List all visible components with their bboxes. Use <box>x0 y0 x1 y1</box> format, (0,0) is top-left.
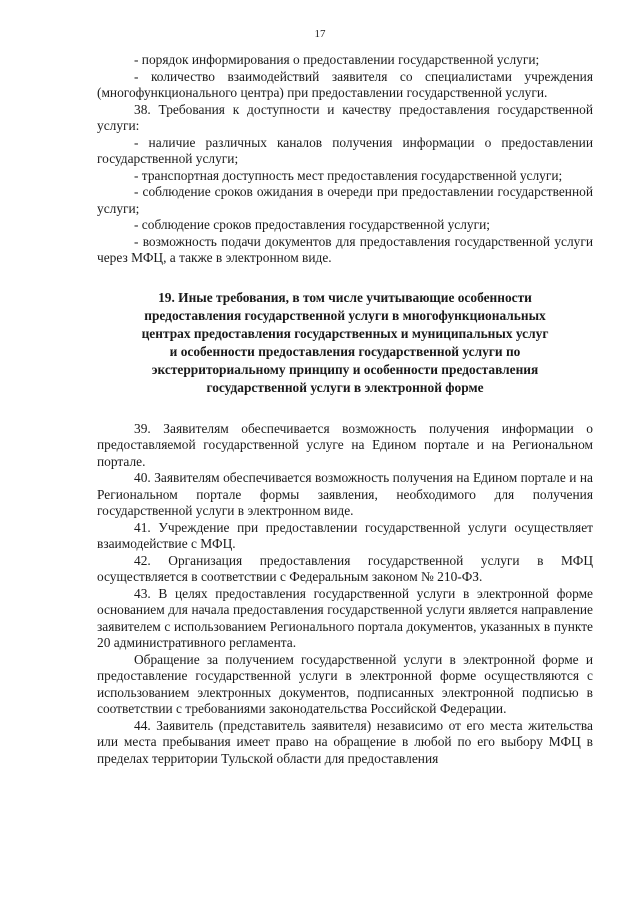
page-number: 17 <box>314 28 326 40</box>
paragraph: - соблюдение сроков предоставления государственной услуги; <box>134 217 490 232</box>
heading-line: государственной услуги в электронной форме <box>206 379 484 395</box>
heading-line: предоставления государственной услуги в многофункциональных <box>144 307 546 323</box>
paragraph: - соблюдение сроков ожидания в очереди при предоставлении государственной услуги; <box>97 184 593 216</box>
document-body <box>97 52 593 767</box>
paragraph: - возможность подачи документов для предоставления государственной услуги через МФЦ, а также в электронном виде. <box>97 233 593 265</box>
paragraph: 41. Учреждение при предоставлении государственной услуги осуществляет взаимодействие с МФЦ. <box>97 519 593 551</box>
paragraph: 38. Требования к доступности и качеству предоставления государственной услуги: <box>97 101 593 133</box>
paragraph: - наличие различных каналов получения информации о предоставлении государственной услуги; <box>97 134 593 166</box>
heading-line: и особенности предоставления государственной услуги по <box>169 343 521 359</box>
paragraph: 40. Заявителям обеспечивается возможность получения на Едином портале и на Региональном портале формы заявления, необходимого для получения государственной услуги в электронном виде. <box>97 470 593 518</box>
paragraph: - количество взаимодействий заявителя со специалистами учреждения (многофункционального центра) при предоставлении государственной услуги. <box>97 68 593 100</box>
paragraph: - порядок информирования о предоставлении государственной услуги; <box>134 52 540 67</box>
paragraph: - транспортная доступность мест предоставления государственной услуги; <box>134 167 563 183</box>
heading-line: центрах предоставления государственных и муниципальных услуг <box>141 325 549 341</box>
paragraph: 44. Заявитель (представитель заявителя) независимо от его места жительства или места пребывания имеет право на обращение в любой по его выбору МФЦ в пределах территории Тульской области для предоставления <box>97 717 593 766</box>
paragraph: 42. Организация предоставления государственной услуги в МФЦ осуществляется в соответствии с Федеральным законом № 210-ФЗ. <box>97 552 593 584</box>
paragraph: Обращение за получением государственной услуги в электронной форме и предоставление государственной услуги в электронной форме осуществляются с использованием электронных документов, подписанных электронной подписью в соответствии с требованиями законодательства Российской Федерации. <box>97 651 593 716</box>
paragraph: 39. Заявителям обеспечивается возможность получения информации о предоставляемой государственной услуге на Едином портале и на Региональном портале. <box>97 420 593 469</box>
heading-line: экстерриториальному принципу и особенности предоставления <box>151 361 539 377</box>
section-heading <box>97 289 593 397</box>
heading-line: 19. Иные требования, в том числе учитывающие особенности <box>158 289 532 305</box>
paragraph: 43. В целях предоставления государственной услуги в электронной форме основанием для начала предоставления государственной услуги является направление заявителем с использованием Регионального портала документов, указанных в пункте 20 административного регламента. <box>97 585 593 650</box>
